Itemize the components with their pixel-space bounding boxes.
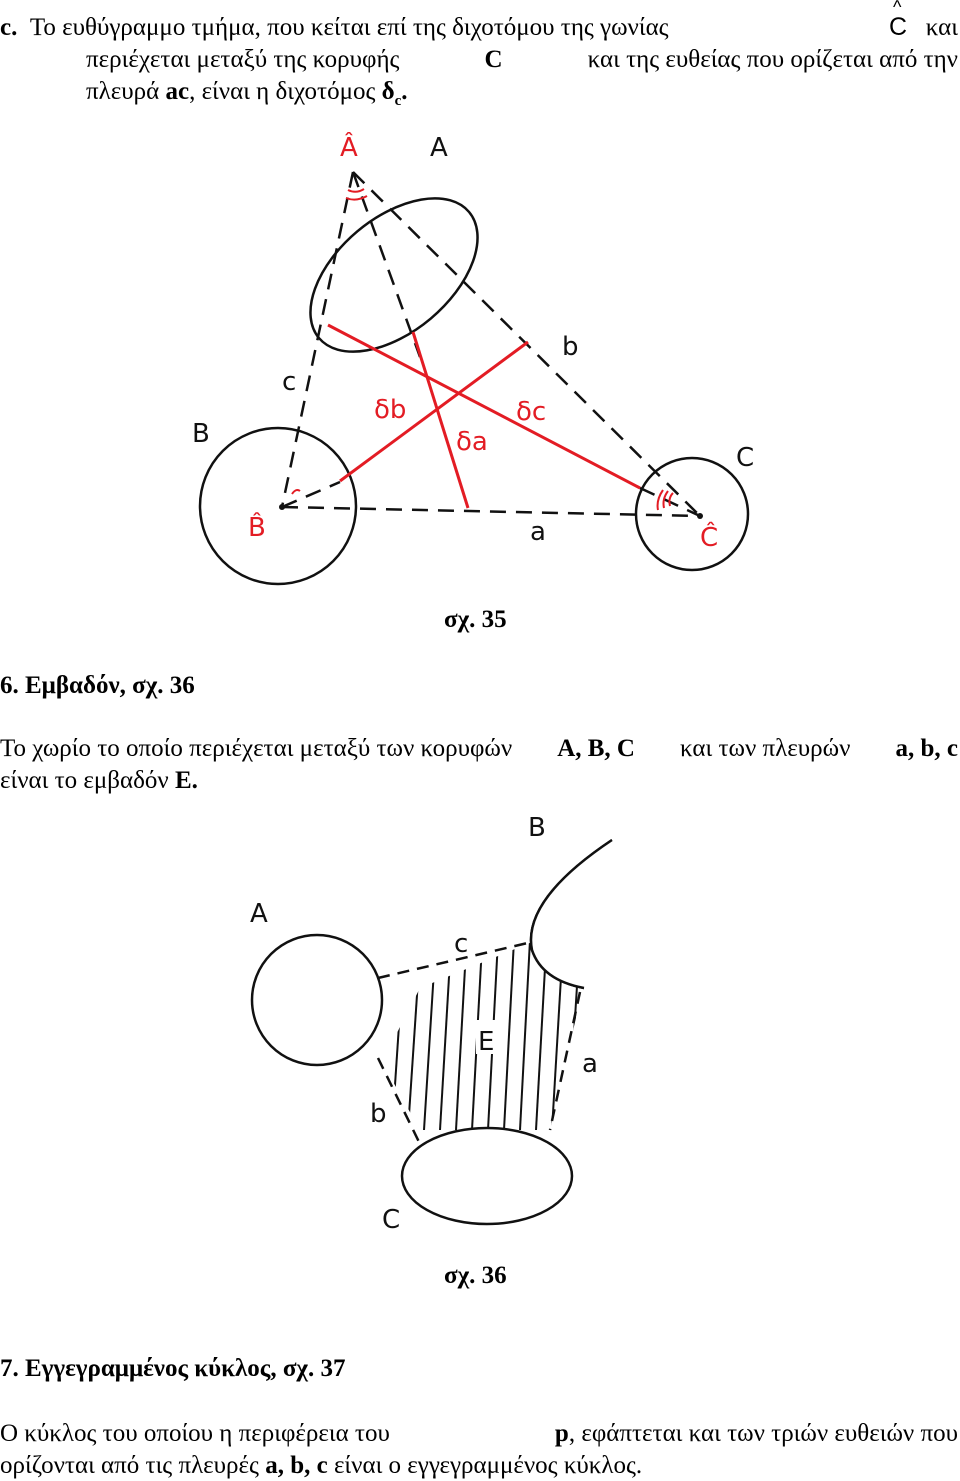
section-c-line3-delta: δ: [381, 78, 395, 105]
section-6-line1: [0, 733, 958, 764]
label-b-hat: B̂: [248, 513, 266, 543]
side-c-line: [282, 172, 353, 507]
section-6-line2-bold: E: [174, 767, 192, 794]
label-b: B: [528, 813, 546, 843]
section-7-line1-rest: , εφάπτεται και των τριών ευθειών που: [568, 1420, 958, 1447]
bisector-a-dashed: [353, 172, 420, 357]
section-6-heading: 6. Εμβαδόν, σχ. 36: [0, 672, 195, 699]
section-6-line1-pre: Το χωρίο το οποίο περιέχεται μεταξύ των κορυφών: [0, 735, 513, 762]
label-c: C: [736, 443, 755, 473]
figure-35-diagram: [170, 110, 780, 605]
section-7-line2-pre: ορίζονται από τις πλευρές: [0, 1452, 259, 1479]
label-e: E: [478, 1027, 495, 1057]
label-a-hat: Â: [340, 133, 358, 163]
label-delta-a: δa: [456, 427, 488, 457]
angle-b-arc: [292, 490, 300, 494]
section-6-line1-mid: και των πλευρών: [680, 735, 851, 762]
point-b: [279, 504, 285, 510]
vertex-a-circle: [252, 935, 382, 1065]
figure-36-diagram: [232, 800, 732, 1260]
section-6-line2-end: .: [191, 767, 198, 794]
label-delta-c: δc: [516, 397, 547, 427]
section-7-heading: 7. Εγγεγραμμένος κύκλος, σχ. 37: [0, 1355, 346, 1382]
bisector-b-red: [340, 342, 528, 481]
label-a: A: [250, 899, 268, 929]
label-side-c: c: [282, 367, 297, 397]
section-c-line2-text: περιέχεται μεταξύ της κορυφής: [86, 46, 400, 73]
section-c-line2: [86, 44, 958, 75]
section-c-line2-rest: και της ευθείας που ορίζεται από την: [587, 46, 958, 73]
section-7-line2-end: είναι ο εγγεγραμμένος κύκλος.: [333, 1452, 643, 1479]
label-delta-b: δb: [374, 395, 407, 425]
section-c-label: c.: [0, 14, 18, 41]
label-c-hat: Ĉ: [700, 523, 719, 553]
label-side-b: b: [562, 332, 579, 362]
label-b: B: [192, 419, 210, 449]
section-7-line1-pre: Ο κύκλος του οποίου η περιφέρεια του: [0, 1420, 390, 1447]
label-side-a: a: [530, 517, 546, 547]
figure-35-caption: σχ. 35: [444, 606, 507, 633]
angle-c-arc-3: [658, 490, 663, 510]
angle-c-symbol: ^ C: [889, 12, 907, 43]
section-6-line2: [0, 765, 198, 796]
label-a: A: [430, 133, 448, 163]
section-c-line3-sub: c: [394, 93, 402, 109]
section-7-line1-bold: p: [554, 1420, 569, 1447]
bisector-b-dashed: [282, 482, 340, 507]
vertex-c-ellipse: [402, 1128, 572, 1224]
angle-a-arc-1: [348, 189, 364, 192]
side-a-line: [550, 992, 580, 1130]
figure-36-caption: σχ. 36: [444, 1262, 507, 1289]
section-c-line3-bold: ac: [165, 78, 190, 105]
point-c: [697, 513, 703, 519]
section-c-line2-bold: C: [484, 46, 503, 73]
section-c-line3-mid: , είναι η διχοτόμος: [189, 78, 376, 105]
section-6-line1-bold2: a, b, c: [895, 735, 958, 762]
section-c-line3-end: .: [401, 78, 408, 105]
section-7-line1: [0, 1418, 958, 1449]
label-side-a: a: [582, 1049, 598, 1079]
section-c-line1-end: και: [925, 14, 958, 41]
section-c-line3-pre: πλευρά: [86, 78, 160, 105]
section-6-line1-bold: A, B, C: [557, 735, 635, 762]
vertex-b-circle: [200, 428, 356, 584]
section-c-line1-text: Το ευθύγραμμο τμήμα, που κείται επί της διχοτόμου της γωνίας: [29, 14, 669, 41]
section-c-line1: [0, 12, 958, 43]
label-side-b: b: [370, 1099, 387, 1129]
label-side-c: c: [454, 929, 469, 959]
vertex-a-ellipse: [282, 168, 505, 381]
section-7-line2-bold: a, b, c: [265, 1452, 328, 1479]
section-6-line2-pre: είναι το εμβαδόν: [0, 767, 169, 794]
label-c: C: [382, 1205, 401, 1235]
section-7-line2: [0, 1450, 642, 1481]
